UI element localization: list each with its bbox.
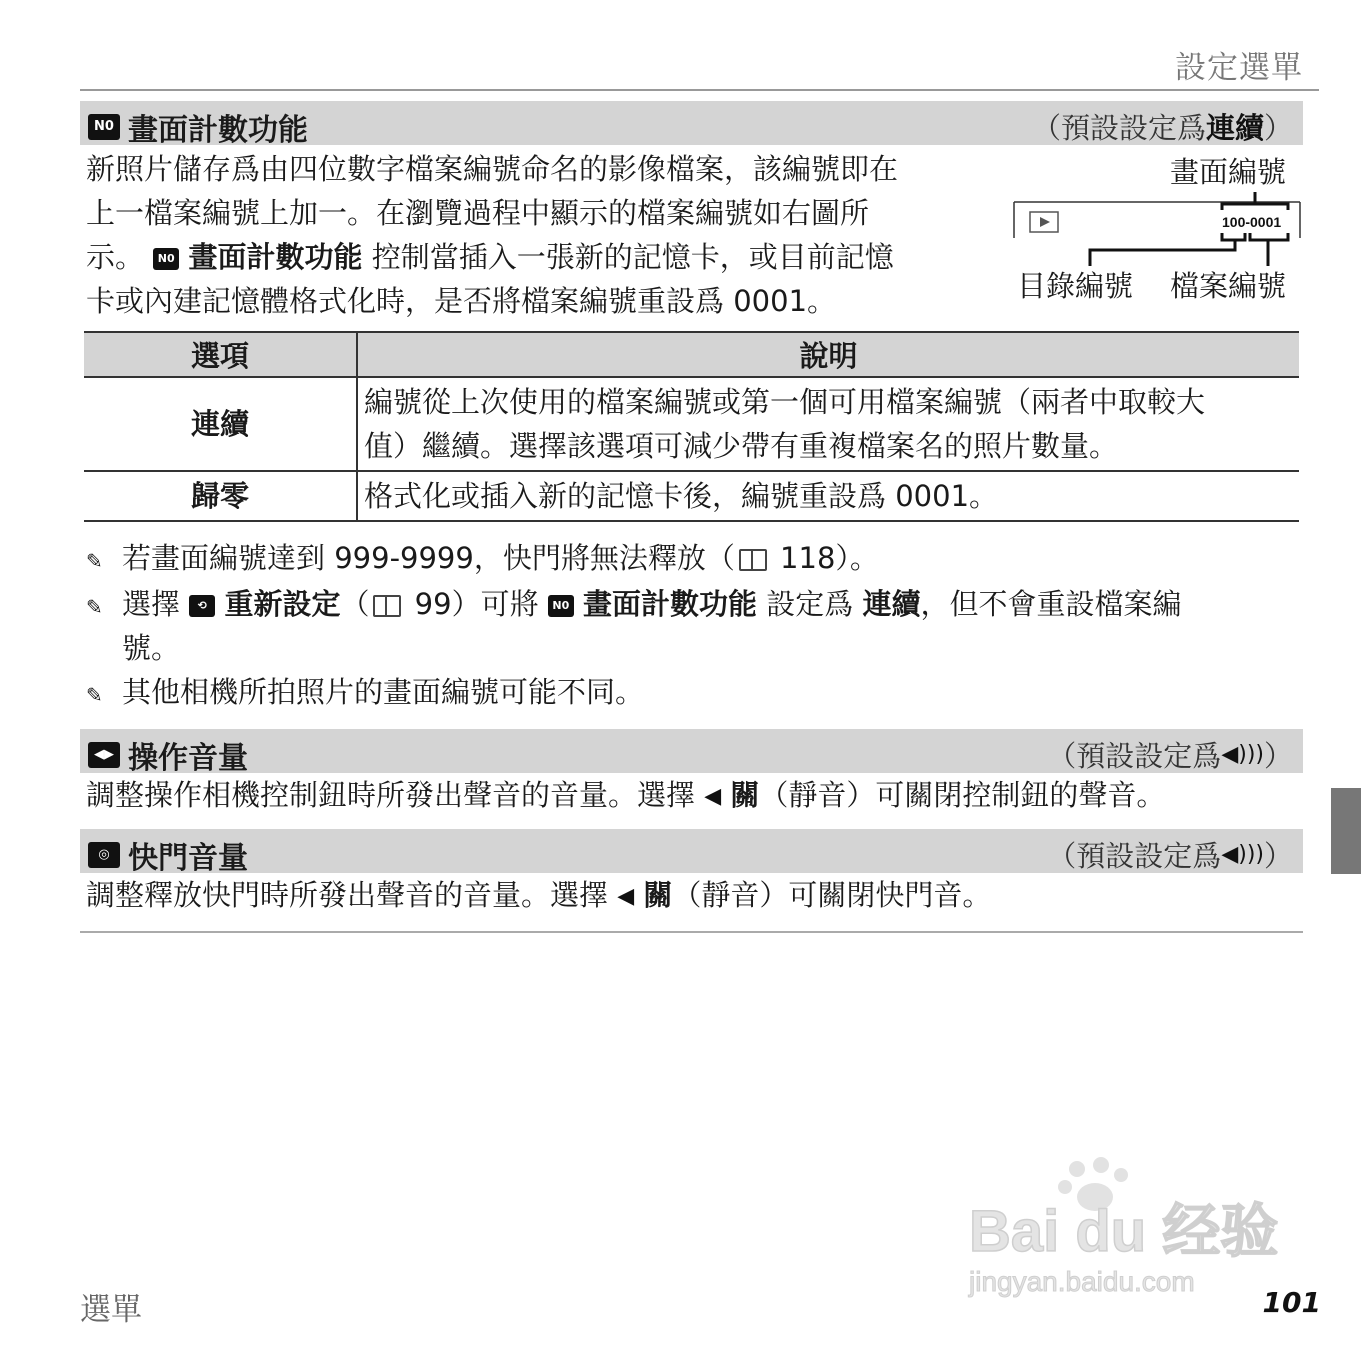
note-part: 118）。 [770, 541, 879, 575]
para-text: 控制當插入一張新的記憶卡，或目前記憶 [371, 240, 894, 274]
table-cell-description [357, 471, 1299, 521]
section-default [1047, 734, 1293, 775]
section-default [1047, 834, 1293, 875]
note-part: 號。 [122, 631, 181, 665]
note-text [122, 582, 1182, 670]
desc-line: 值）繼續。選擇該選項可減少帶有重複檔案名的照片數量。 [364, 429, 1119, 463]
page-number: 101 [1262, 1286, 1321, 1319]
para-line [86, 235, 996, 279]
diagram-frame-number-label: 畫面編號 [1170, 155, 1287, 189]
reset-icon: ⟲ [189, 595, 215, 617]
para-text: 示。 [86, 240, 145, 274]
note-part: 設定爲 [757, 587, 863, 621]
options-table [84, 331, 1299, 522]
frame-counter-icon: N0 [153, 248, 179, 270]
note-bold: 連續 [862, 587, 921, 621]
note-part: 選擇 [122, 587, 190, 621]
table-header-description: 說明 [357, 332, 1299, 377]
mute-icon: ◀ [617, 884, 635, 909]
operation-volume-icon: ◀▶ [88, 742, 120, 768]
svg-text:Bai du 经验: Bai du 经验 [969, 1199, 1279, 1264]
chapter-tab-marker [1331, 788, 1361, 874]
default-label: （預設設定爲 [1047, 839, 1222, 873]
table-cell-option: 連續 [84, 377, 357, 471]
default-close: ） [1263, 111, 1293, 145]
table-cell-option: 歸零 [84, 471, 357, 521]
default-close: ） [1263, 839, 1293, 873]
file-number-diagram [1010, 190, 1305, 268]
baidu-watermark-logo [965, 1155, 1285, 1305]
svg-text:jingyan.baidu.com: jingyan.baidu.com [969, 1266, 1195, 1297]
default-label: （預設設定爲 [1031, 111, 1206, 145]
book-reference-icon [373, 595, 401, 617]
frame-counter-icon: N0 [548, 595, 574, 617]
table-row [84, 471, 1299, 521]
diagram-folder-number-label: 目錄編號 [1017, 269, 1134, 303]
diagram-file-number-label: 檔案編號 [1170, 269, 1287, 303]
frame-counter-icon: N0 [88, 114, 120, 140]
para-line: 上一檔案編號上加一。在瀏覽過程中顯示的檔案編號如右圖所 [86, 196, 870, 230]
volume-high-icon: ◀))) [1221, 742, 1264, 767]
page-header-title: 設定選單 [1175, 50, 1303, 86]
pencil-note-icon: ✎ [86, 549, 103, 573]
section-title-text: 快門音量 [128, 841, 248, 876]
mute-icon: ◀ [704, 784, 722, 809]
para-text: 調整釋放快門時所發出聲音的音量。選擇 [86, 878, 618, 912]
para-line: 新照片儲存爲由四位數字檔案編號命名的影像檔案，該編號即在 [86, 152, 899, 186]
section-default [1032, 106, 1293, 147]
book-reference-icon [739, 549, 767, 571]
table-header-option: 選項 [84, 332, 357, 377]
desc-line: 格式化或插入新的記憶卡後，編號重設爲 0001。 [364, 479, 999, 513]
operation-volume-description [86, 773, 1165, 819]
para-bold: 關 [643, 878, 673, 912]
para-text: （靜音）可關閉控制鈕的聲音。 [759, 778, 1166, 812]
section-operation-volume-title [88, 733, 248, 777]
section-frame-counter-title [88, 105, 308, 149]
section-shutter-volume-bar [80, 829, 1303, 876]
section-title-text: 操作音量 [128, 741, 248, 776]
para-text: 調整操作相機控制鈕時所發出聲音的音量。選擇 [86, 778, 705, 812]
note-item [86, 582, 1286, 670]
note-part: 若畫面編號達到 999-9999，快門將無法釋放（ [122, 541, 735, 575]
pencil-note-icon: ✎ [86, 683, 103, 707]
default-value: 連續 [1205, 111, 1264, 145]
note-part: 99）可將 [405, 587, 548, 621]
para-line: 卡或內建記憶體格式化時，是否將檔案編號重設爲 0001。 [86, 284, 837, 318]
section-title-text: 畫面計數功能 [128, 113, 308, 148]
footer-menu-label: 選單 [80, 1292, 142, 1328]
note-item [86, 670, 644, 717]
default-label: （預設設定爲 [1047, 739, 1222, 773]
section-shutter-volume-title [88, 833, 248, 877]
section-frame-counter-bar [80, 101, 1303, 148]
para-bold: 關 [730, 778, 760, 812]
note-bold: 重新設定 [224, 587, 341, 621]
shutter-volume-description [86, 873, 991, 919]
table-row [84, 377, 1299, 471]
diagram-code-text: 100-0001 [1222, 214, 1282, 230]
note-item [86, 536, 879, 583]
table-cell-description [357, 377, 1299, 471]
note-text: 其他相機所拍照片的畫面編號可能不同。 [122, 675, 645, 709]
section-operation-volume-bar [80, 729, 1303, 776]
note-part: ，但不會重設檔案編 [920, 587, 1182, 621]
header-rule [80, 89, 1319, 91]
volume-high-icon: ◀))) [1221, 842, 1264, 867]
section-end-rule [80, 931, 1303, 933]
shutter-volume-icon: ◎ [88, 842, 120, 868]
pencil-note-icon: ✎ [86, 595, 103, 619]
para-bold: 畫面計數功能 [188, 240, 363, 274]
note-text [122, 536, 879, 583]
frame-counter-description [86, 147, 996, 323]
note-bold: 畫面計數功能 [583, 587, 758, 621]
note-part: （ [340, 587, 370, 621]
desc-line: 編號從上次使用的檔案編號或第一個可用檔案編號（兩者中取較大 [364, 385, 1206, 419]
para-text: （靜音）可關閉快門音。 [672, 878, 992, 912]
table-header-row [84, 332, 1299, 377]
default-close: ） [1263, 739, 1293, 773]
